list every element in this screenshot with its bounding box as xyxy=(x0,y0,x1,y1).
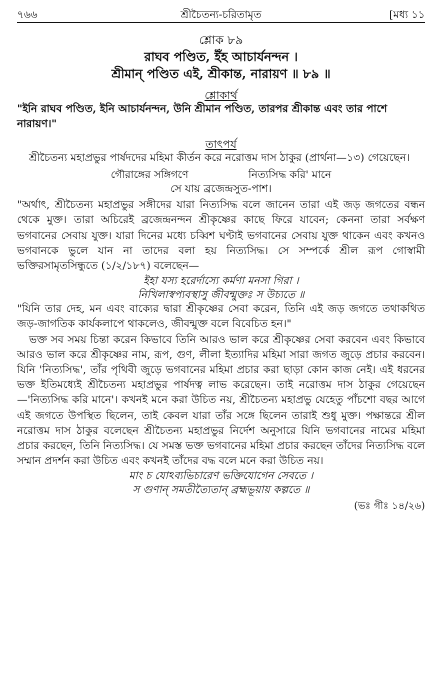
purport-label: তাৎপর্য xyxy=(205,138,237,151)
song-quote-b: নিত্যসিদ্ধ করি' মানে xyxy=(248,169,332,182)
sanskrit-verse-2: নিখিলাস্বপ্যবস্থাসু জীবন্মুক্তঃ স উচ্যতে ॥ xyxy=(137,289,305,302)
verse-line-2: শ্রীমান্ পণ্ডিত এই, শ্রীকান্ত, নারায়ণ ॥ ৮৯ ॥ xyxy=(111,66,331,81)
verse-line-1: রাঘব পণ্ডিত, ইঁহ আচার্যনন্দন । xyxy=(144,49,298,64)
book-title: শ্রীচৈতন্য-চরিতামৃত xyxy=(180,9,262,21)
purport-paragraph-3: "যিনি তার দেহ, মন এবং বাক্যের দ্বারা শ্রীকৃষ্ণের সেবা করেন, তিনি এই জড় জগতে তথাকথিত জড়-জাগতিক কার্যকলাপে থাকলেও, জীবন্মুক্ত বলে বিবেচিত হন।" xyxy=(17,303,425,331)
sloka-number: শ্লোক ৮৯ xyxy=(199,33,243,47)
header-rule xyxy=(17,22,425,23)
song-quote xyxy=(17,168,425,196)
sanskrit-verse-1: ইহা যস্য হরের্দাস্যে কর্মণা মনসা গিরা । xyxy=(143,275,299,288)
purport-paragraph-4: ভক্ত সব সময় চিন্তা করেন কিভাবে তিনি আরও ভাল করে শ্রীকৃষ্ণের সেবা করবেন এবং কিভাবে আরও ভাল করে শ্রীকৃষ্ণের নাম, রূপ, গুণ, লীলা ইত্যাদির মহিমা সারা জগত জুড়ে প্রচার করবেন। যিনি 'নিত্যসিদ্ধ', তাঁর পৃথিবী জুড়ে ভগবানের মহিমা প্রচার করা ছাড়া কোন কাজ নেই। এই ধরনের ভক্ত ইতিমধ্যেই শ্রীচৈতন্য মহাপ্রভুর পার্ষদত্ব লাভ করেছেন। তাই নরোত্তম দাস ঠাকুর গেয়েছেন—'নিত্যসিদ্ধ করি মানে'। কখনই মনে করা উচিত নয়, শ্রীচৈতন্য মহাপ্রভু যেহেতু পাঁচশো বছর আগে এই জগতে উপস্থিত ছিলেন, তাই কেবল যারা তাঁর সঙ্গে ছিলেন তারাই শুধু মুক্ত। পক্ষান্তরে শ্রীল নরোত্তম দাস ঠাকুর বলেছেন শ্রীচৈতন্য মহাপ্রভুর নির্দেশ অনুসারে যিনি ভগবানের নামের মহিমা প্রচার করছেন, তিনি নিত্যসিদ্ধ। যে সমস্ত ভক্ত ভগবানের মহিমা প্রচার করছেন তাঁদের নিত্যসিদ্ধ বলে সম্মান প্রদর্শন করা উচিত এবং কখনই তাঁদের বদ্ধ বলে মনে করা উচিত নয়। xyxy=(17,333,425,468)
song-quote-a: গৌরাঙ্গের সঙ্গিগণে xyxy=(110,169,189,182)
page-body xyxy=(17,26,425,516)
translation-text: "ইনি রাঘব পণ্ডিত, ইনি আচার্যনন্দন, উনি শ্রীমান পণ্ডিত, তারপর শ্রীকান্ত এবং তার পাশে নারায়ণ।" xyxy=(17,103,388,130)
running-header xyxy=(17,5,425,23)
purport-paragraph-1: শ্রীচৈতন্য মহাপ্রভুর পার্ষদদের মহিমা কীর্তন করে নরোত্তম দাস ঠাকুর (প্রার্থনা—১৩) গেয়েছেন। xyxy=(29,152,410,164)
gita-reference: (ভঃ গীঃ ১৪/২৬) xyxy=(353,501,425,513)
chapter-label: [মধ্য ১১ xyxy=(389,9,425,21)
song-quote-c: সে যায় ব্রজেন্দ্রসুত-পাশ। xyxy=(170,183,272,196)
purport-paragraph-2: "অর্থাৎ, শ্রীচৈতন্য মহাপ্রভুর সঙ্গীদের যারা নিত্যসিদ্ধ বলে জানেন তারা এই জড় জগতের বন্ধন থেকে মুক্ত। তারা অচিরেই ব্রজেন্দ্রনন্দন শ্রীকৃষ্ণের কাছে ফিরে যাবেন; কেননা তারা সর্বক্ষণ ভগবানের সেবায় যুক্ত। যারা দিনের মধ্যে চব্বিশ ঘণ্টাই ভগবানের সেবায় যুক্ত থাকেন এবং কখনও ভগবানকে ভুলে যান না তাদের বলা হয় নিত্যসিদ্ধ। সে সম্পর্কে শ্রীল রূপ গোস্বামী ভক্তিরসামৃতসিন্ধুতে (১/২/১৮৭) বলেছেন— xyxy=(17,199,425,273)
page-number: ৭৬৬ xyxy=(17,9,38,21)
translation-label: শ্লোকার্থ xyxy=(204,89,238,102)
sanskrit-verse-3: মাং চ যোঽব্যভিচারেণ ভক্তিযোগেন সেবতে । xyxy=(128,470,314,483)
sanskrit-verse-4: স গুণান্ সমতীত্যৈতান্ ব্রহ্মভূয়ায় কল্পতে ॥ xyxy=(132,484,310,497)
